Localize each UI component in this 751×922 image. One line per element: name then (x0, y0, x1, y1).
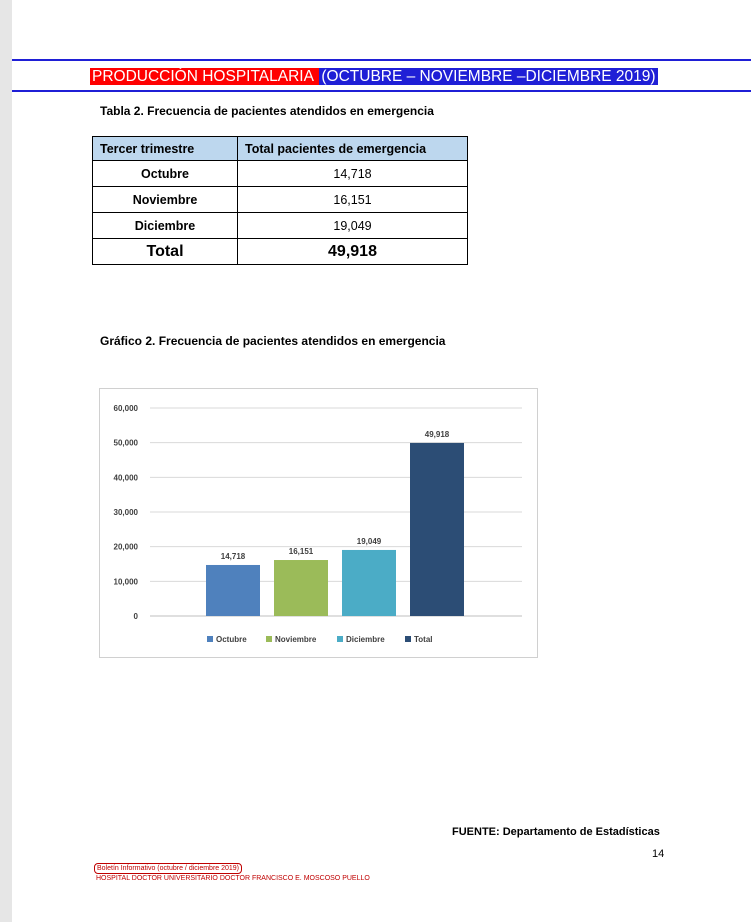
footer-bulletin: Boletín Informativo (octubre / diciembre 2019) (94, 863, 242, 874)
bar-octubre (206, 565, 260, 616)
table-header-row (93, 137, 468, 161)
footer-hospital: HOSPITAL DOCTOR UNIVERSITARIO DOCTOR FRANCISCO E. MOSCOSO PUELLO (96, 875, 370, 882)
chart-caption: Gráfico 2. Frecuencia de pacientes atendidos en emergencia (100, 334, 446, 348)
bar-chart (99, 388, 538, 658)
page-number: 14 (652, 848, 665, 860)
y-tick-label: 30,000 (113, 508, 138, 517)
y-tick-label: 40,000 (113, 473, 138, 483)
data-label: 19,049 (356, 536, 382, 546)
y-tick-label: 0 (133, 612, 138, 621)
page-header-title (90, 67, 658, 87)
header-rule-top (12, 59, 751, 61)
bar-diciembre (342, 550, 396, 616)
page-margin-strip (0, 0, 12, 922)
table-row (93, 161, 468, 187)
table-total-row (93, 239, 468, 265)
data-label: 49,918 (424, 429, 450, 439)
header-title-red: PRODUCCIÓN HOSPITALARIA (92, 68, 318, 85)
table-cell-month: Diciembre (93, 213, 238, 239)
table-cell-value: 19,049 (238, 213, 468, 239)
bar-chart-svg (100, 389, 537, 657)
header-title-blue: (OCTUBRE – NOVIEMBRE –DICIEMBRE 2019) (321, 68, 656, 85)
y-tick-label: 50,000 (113, 438, 138, 448)
table-row (93, 187, 468, 213)
frequency-table (92, 136, 468, 265)
y-tick-label: 60,000 (113, 404, 138, 413)
legend-label: Octubre (216, 635, 247, 644)
source-note: FUENTE: Departamento de Estadísticas (452, 826, 660, 838)
legend-swatch-octubre (207, 636, 213, 642)
y-tick-label: 20,000 (113, 542, 138, 552)
table-cell-month: Noviembre (93, 187, 238, 213)
legend-label: Noviembre (275, 635, 317, 644)
bar-noviembre (274, 560, 328, 616)
table-caption: Tabla 2. Frecuencia de pacientes atendidos en emergencia (100, 104, 434, 118)
bar-total (410, 443, 464, 616)
table-cell-month: Octubre (93, 161, 238, 187)
table-row (93, 213, 468, 239)
legend-swatch-noviembre (266, 636, 272, 642)
table-cell-value: 16,151 (238, 187, 468, 213)
legend-label: Total (414, 635, 433, 644)
legend-swatch-diciembre (337, 636, 343, 642)
header-rule-bottom (12, 90, 751, 92)
table-total-value: 49,918 (238, 239, 468, 265)
legend-swatch-total (405, 636, 411, 642)
table-header-total: Total pacientes de emergencia (238, 137, 468, 161)
data-label: 14,718 (220, 551, 246, 561)
y-tick-label: 10,000 (113, 577, 138, 587)
legend-label: Diciembre (346, 635, 385, 644)
data-label: 16,151 (288, 547, 314, 557)
table-cell-value: 14,718 (238, 161, 468, 187)
table-header-quarter: Tercer trimestre (93, 137, 238, 161)
table-total-label: Total (93, 239, 238, 265)
